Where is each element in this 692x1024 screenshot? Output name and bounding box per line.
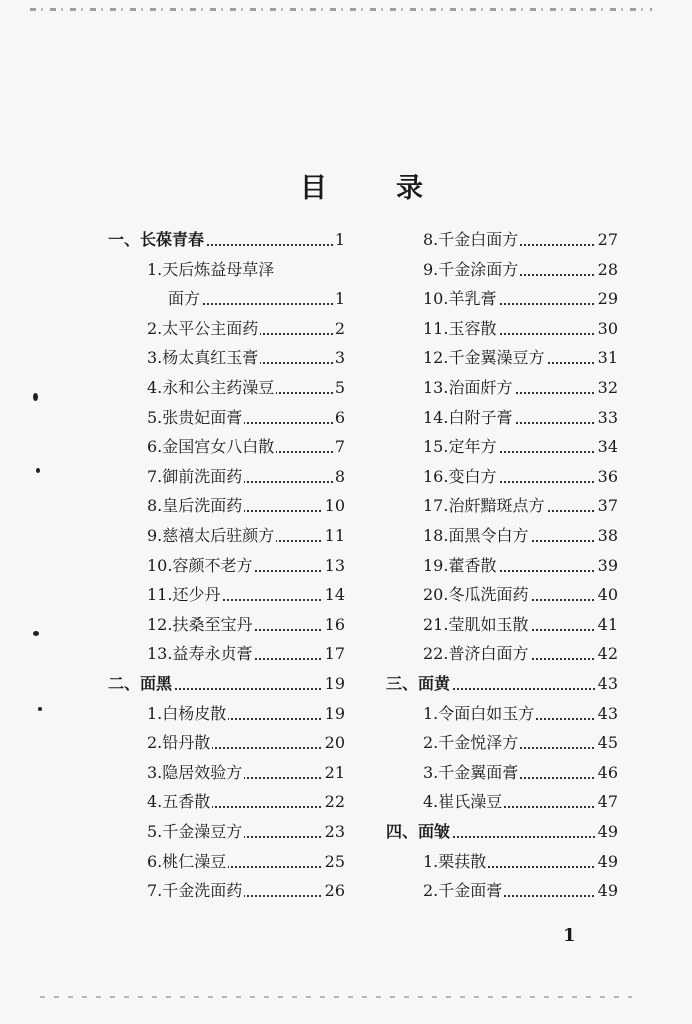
toc-entry [147,848,345,875]
toc-entry-title: 3.杨太真红玉膏 [147,344,260,371]
toc-entry-title: 18.面黑令白方 [423,522,530,549]
toc-entry-page: 42 [596,640,618,667]
toc-entry-title: 2.铅丹散 [147,729,212,756]
toc-entry [423,433,618,460]
toc-entry [147,788,345,815]
toc-section [386,818,618,845]
toc-entry-title: 3.隐居效验方 [147,759,244,786]
toc-entry-title: 2.千金悦泽方 [423,729,520,756]
toc-entry [423,611,618,638]
toc-entry-page: 17 [323,640,345,667]
page-number: 1 [563,925,576,946]
toc-entry-title: 17.治皯黯斑点方 [423,492,546,519]
toc-entry-page: 49 [596,818,618,845]
toc-entry-page: 33 [596,404,618,431]
toc-entry-title: 12.扶桑至宝丹 [147,611,254,638]
toc-entry-title: 面方 [168,285,202,312]
toc-entry-page: 2 [333,315,345,342]
toc-entry-page: 32 [596,374,618,401]
toc-entry-page: 49 [596,877,618,904]
toc-entry-title: 4.五香散 [147,788,212,815]
toc-entry-page: 5 [333,374,345,401]
title-char-1: 目 [300,173,327,204]
toc-entry-title: 13.益寿永贞膏 [147,640,254,667]
toc-entry-page: 6 [333,404,345,431]
toc-entry [423,788,618,815]
toc-entry [147,729,345,756]
toc-entry-page: 8 [333,463,345,490]
toc-entry [147,611,345,638]
toc-entry-title: 12.千金翼澡豆方 [423,344,546,371]
toc-entry [147,522,345,549]
toc-entry-title: 四、面皱 [386,818,452,845]
toc-entry-page: 46 [596,759,618,786]
toc-entry-title: 一、长葆青春 [108,226,206,253]
toc-entry-page: 1 [333,226,345,253]
toc-entry-page: 13 [323,552,345,579]
toc-entry-title: 14.白附子膏 [423,404,514,431]
toc-entry [423,226,618,253]
toc-entry-page: 21 [323,759,345,786]
toc-section [108,226,345,253]
toc-entry [423,256,618,283]
toc-entry [147,374,345,401]
toc-entry [423,729,618,756]
toc-entry [147,759,345,786]
toc-entry-page: 40 [596,581,618,608]
toc-entry-page: 27 [596,226,618,253]
ink-speck [38,707,42,711]
toc-entry-title: 4.永和公主药澡豆 [147,374,276,401]
toc-entry-page: 34 [596,433,618,460]
toc-entry [423,492,618,519]
toc-entry [168,285,345,312]
toc-entry [147,581,345,608]
toc-entry-page: 11 [323,522,345,549]
toc-entry-title: 4.崔氏澡豆 [423,788,504,815]
toc-section [386,670,618,697]
toc-entry-page: 36 [596,463,618,490]
toc-entry-title: 11.还少丹 [147,581,222,608]
toc-entry-page: 31 [596,344,618,371]
toc-entry-title: 21.莹肌如玉散 [423,611,530,638]
toc-entry [147,315,345,342]
toc-entry-page: 19 [323,700,345,727]
toc-entry-title: 8.千金白面方 [423,226,520,253]
toc-entry-title: 15.定年方 [423,433,498,460]
toc-entry-title: 2.千金面膏 [423,877,504,904]
toc-entry [423,344,618,371]
ink-speck [33,393,38,401]
toc-entry [147,256,345,283]
toc-section [108,670,345,697]
toc-entry-page: 20 [323,729,345,756]
toc-entry-title: 5.张贵妃面膏 [147,404,244,431]
ink-speck [33,631,39,636]
toc-entry-title: 1.白杨皮散 [147,700,228,727]
toc-entry-page: 16 [323,611,345,638]
toc-entry-page: 22 [323,788,345,815]
toc-entry-page: 47 [596,788,618,815]
toc-entry [423,374,618,401]
scan-artifact-bottom [40,996,632,998]
scan-artifact-top [30,8,652,11]
title-char-2: 录 [396,173,423,204]
toc-entry-title: 6.桃仁澡豆 [147,848,228,875]
toc-entry-page: 45 [596,729,618,756]
toc-entry-page: 19 [323,670,345,697]
toc-entry-title: 10.容颜不老方 [147,552,254,579]
toc-entry [423,522,618,549]
toc-entry [423,700,618,727]
toc-entry-page: 38 [596,522,618,549]
toc-entry [423,285,618,312]
toc-entry-page: 39 [596,552,618,579]
toc-entry-page: 25 [323,848,345,875]
toc-entry-title: 8.皇后洗面药 [147,492,244,519]
toc-entry-page: 28 [596,256,618,283]
toc-entry-title: 6.金国宫女八白散 [147,433,276,460]
toc-entry [147,877,345,904]
toc-entry [423,877,618,904]
toc-entry-title: 1.栗荴散 [423,848,488,875]
toc-entry [423,640,618,667]
toc-entry-title: 7.千金洗面药 [147,877,244,904]
toc-entry-title: 11.玉容散 [423,315,498,342]
toc-entry-page: 26 [323,877,345,904]
toc-entry-title: 13.治面皯方 [423,374,514,401]
toc-entry [147,700,345,727]
toc-entry-title: 7.御前洗面药 [147,463,244,490]
toc-entry-page: 30 [596,315,618,342]
toc-entry [423,581,618,608]
toc-entry-title: 2.太平公主面药 [147,315,260,342]
toc-entry [423,404,618,431]
toc-entry [423,315,618,342]
toc-entry [423,759,618,786]
toc-entry [147,433,345,460]
toc-entry-title: 16.变白方 [423,463,498,490]
toc-entry-page: 43 [596,700,618,727]
toc-entry [147,640,345,667]
toc-entry-title: 二、面黑 [108,670,174,697]
toc-entry-page: 1 [333,285,345,312]
toc-entry-page: 29 [596,285,618,312]
toc-entry [147,492,345,519]
toc-entry-title: 10.羊乳膏 [423,285,498,312]
toc-entry-page: 49 [596,848,618,875]
toc-entry [147,463,345,490]
toc-entry [147,818,345,845]
toc-entry-page: 7 [333,433,345,460]
ink-speck [36,468,40,473]
toc-entry-title: 9.千金涂面方 [423,256,520,283]
toc-entry [147,552,345,579]
toc-entry-title: 19.藿香散 [423,552,498,579]
toc-entry [423,463,618,490]
toc-entry-page: 43 [596,670,618,697]
toc-entry-page: 14 [323,581,345,608]
toc-entry [147,344,345,371]
toc-entry-page: 37 [596,492,618,519]
toc-entry [423,848,618,875]
toc-entry-title: 20.冬瓜洗面药 [423,581,530,608]
toc-entry-title: 22.普济白面方 [423,640,530,667]
toc-entry-title: 9.慈禧太后驻颜方 [147,522,276,549]
toc-entry-title: 1.天后炼益母草泽 [147,256,276,283]
toc-entry [423,552,618,579]
toc-entry-title: 1.令面白如玉方 [423,700,536,727]
toc-entry-title: 三、面黄 [386,670,452,697]
toc-entry-title: 5.千金澡豆方 [147,818,244,845]
toc-entry [147,404,345,431]
toc-entry-page: 41 [596,611,618,638]
toc-entry-title: 3.千金翼面膏 [423,759,520,786]
toc-entry-page: 3 [333,344,345,371]
toc-entry-page: 23 [323,818,345,845]
toc-entry-page: 10 [323,492,345,519]
